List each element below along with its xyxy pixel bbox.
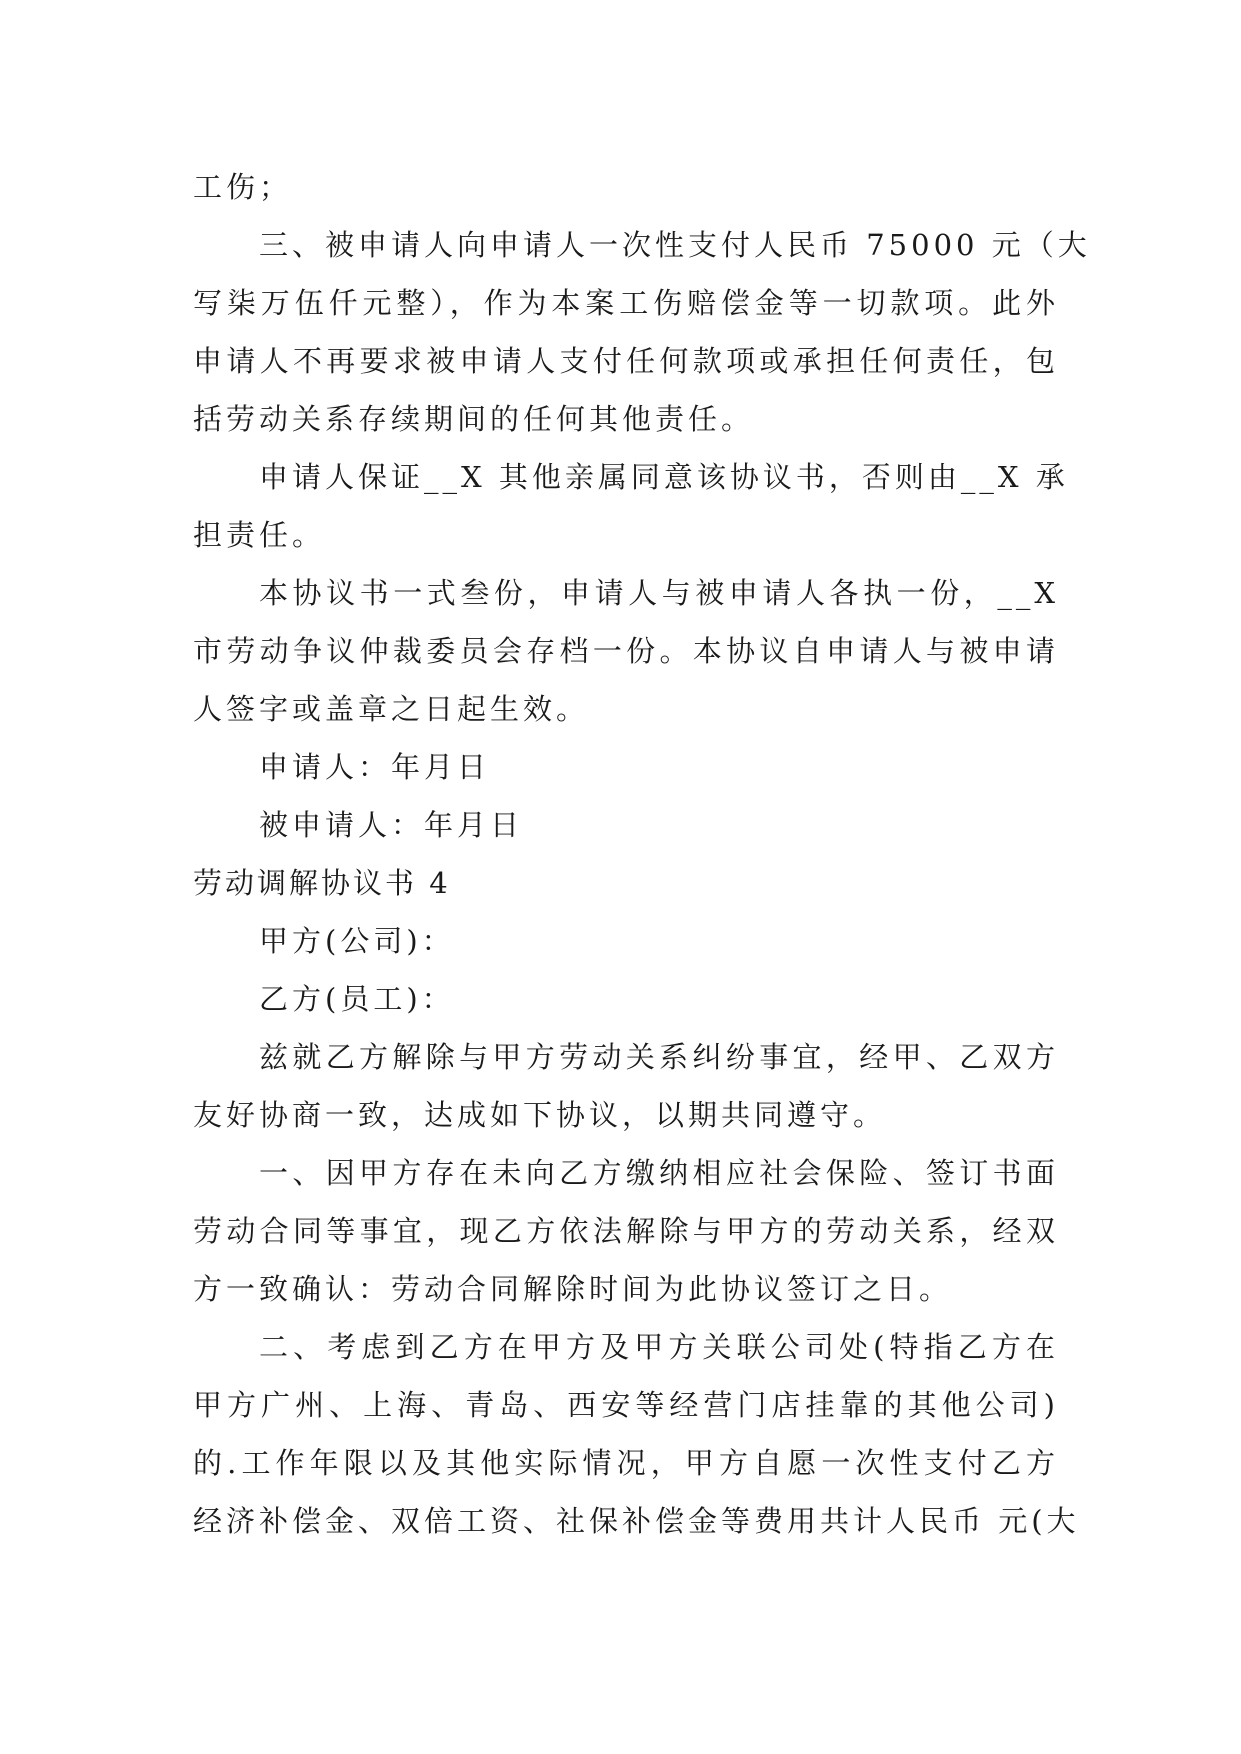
text-line: 市劳动争议仲裁委员会存档一份。本协议自申请人与被申请 xyxy=(193,634,1059,668)
text-line: 二、考虑到乙方在甲方及甲方关联公司处(特指乙方在 xyxy=(259,1330,1059,1364)
party-a-line: 甲方(公司)： xyxy=(259,924,455,958)
text-line: 担责任。 xyxy=(193,518,326,552)
signature-line-applicant: 申请人：年月日 xyxy=(259,750,491,784)
text-line: 工伤； xyxy=(193,170,293,204)
text-line: 劳动合同等事宜，现乙方依法解除与甲方的劳动关系，经双 xyxy=(193,1214,1059,1248)
text-line: 申请人保证__X 其他亲属同意该协议书，否则由__X 承 xyxy=(259,460,1069,494)
text-line: 经济补偿金、双倍工资、社保补偿金等费用共计人民币 元(大 xyxy=(193,1504,1080,1538)
text-line: 申请人不再要求被申请人支付任何款项或承担任何责任，包 xyxy=(193,344,1059,378)
text-line: 人签字或盖章之日起生效。 xyxy=(193,692,590,726)
text-line: 写柒万伍仟元整），作为本案工伤赔偿金等一切款项。此外 xyxy=(193,286,1059,320)
text-line: 的.工作年限以及其他实际情况，甲方自愿一次性支付乙方 xyxy=(193,1446,1059,1480)
text-line: 方一致确认：劳动合同解除时间为此协议签订之日。 xyxy=(193,1272,953,1306)
text-line: 一、因甲方存在未向乙方缴纳相应社会保险、签订书面 xyxy=(259,1156,1059,1190)
text-line: 兹就乙方解除与甲方劳动关系纠纷事宜，经甲、乙双方 xyxy=(259,1040,1059,1074)
party-b-line: 乙方(员工)： xyxy=(259,982,455,1016)
section-heading: 劳动调解协议书 4 xyxy=(193,866,451,900)
text-line: 友好协商一致，达成如下协议，以期共同遵守。 xyxy=(193,1098,887,1132)
text-line: 三、被申请人向申请人一次性支付人民币 75000 元（大 xyxy=(259,228,1091,262)
text-line: 本协议书一式叁份，申请人与被申请人各执一份，__X xyxy=(259,576,1059,610)
text-line: 甲方广州、上海、青岛、西安等经营门店挂靠的其他公司) xyxy=(193,1388,1059,1422)
signature-line-respondent: 被申请人：年月日 xyxy=(259,808,524,842)
text-line: 括劳动关系存续期间的任何其他责任。 xyxy=(193,402,755,436)
document-body xyxy=(193,158,1091,1550)
